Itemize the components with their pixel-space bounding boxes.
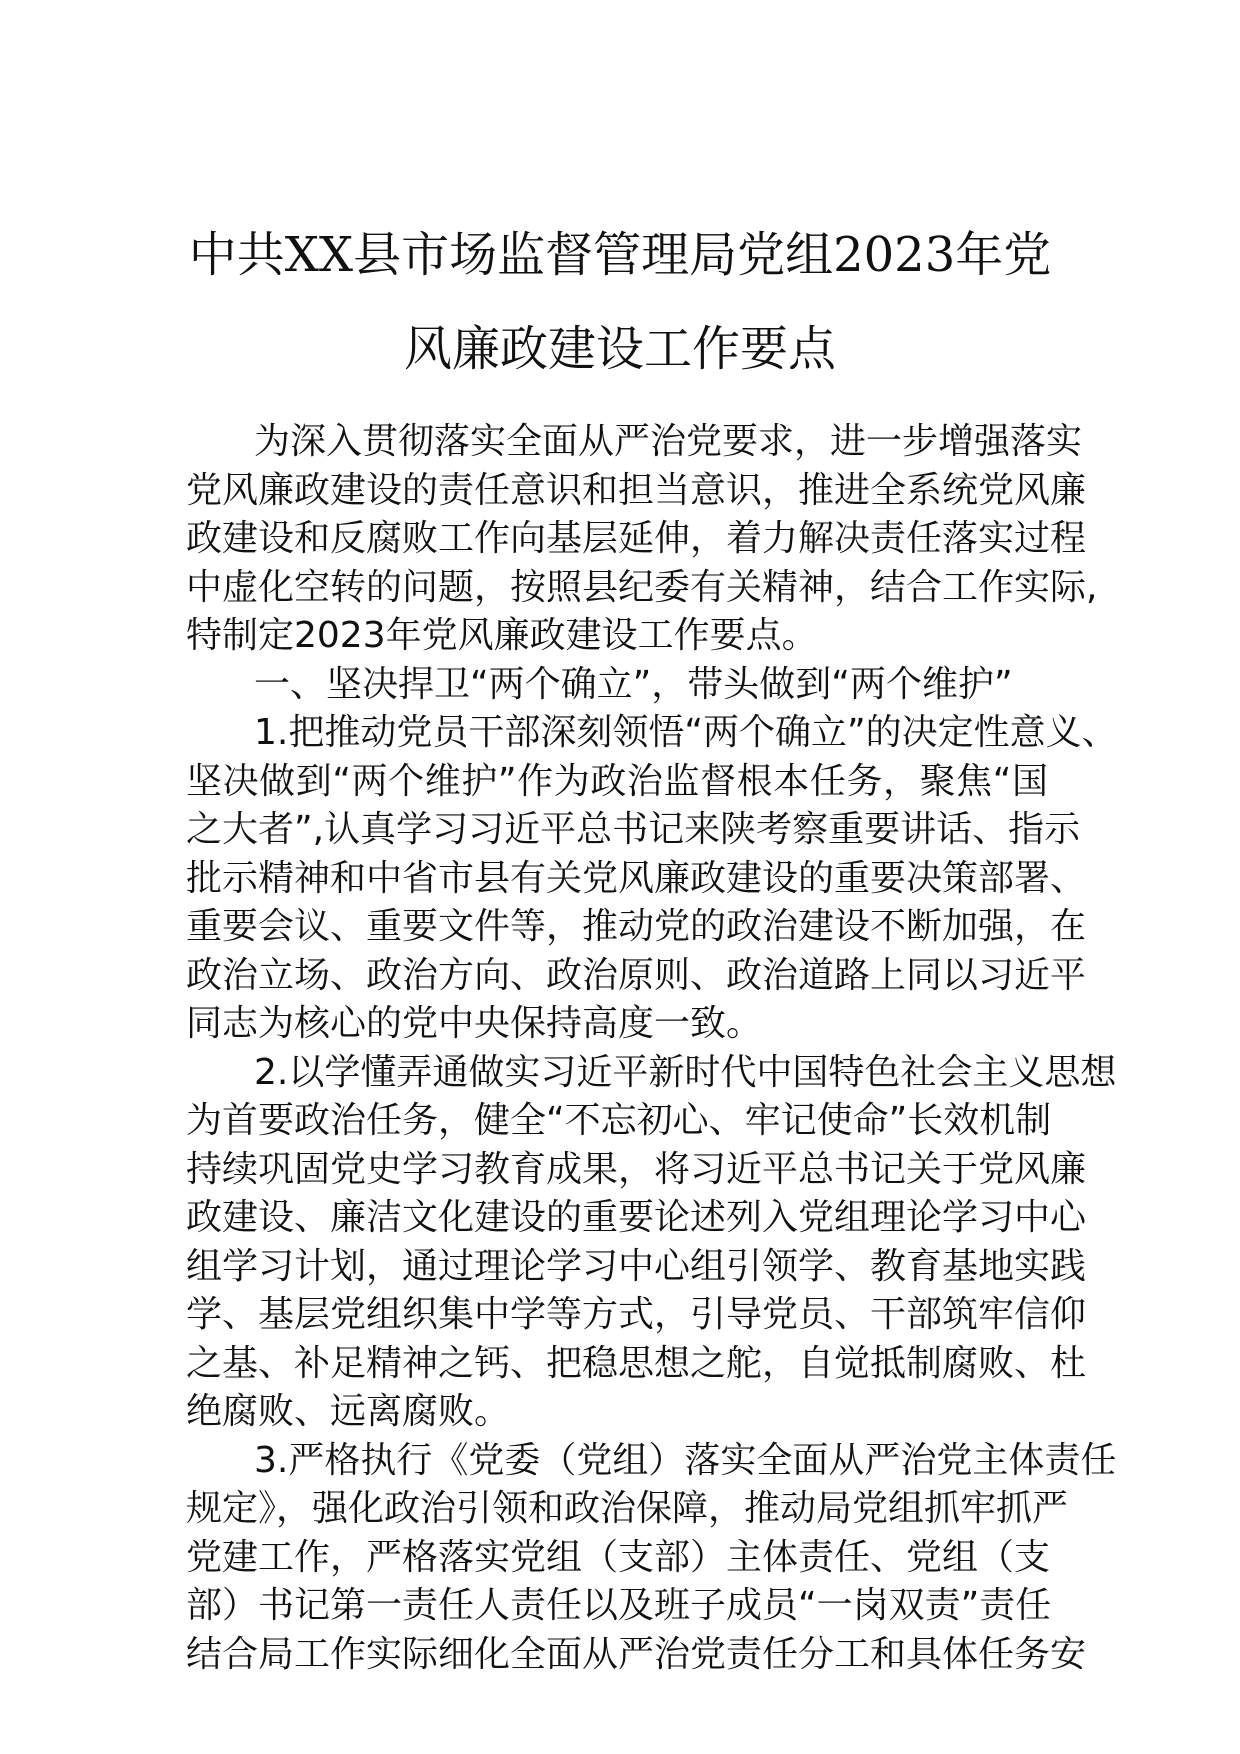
text-line: 之基、补足精神之钙、把稳思想之舵，自觉抵制腐败、杜 <box>186 1342 1087 1384</box>
text-line: 政建设、廉洁文化建设的重要论述列入党组理论学习中心 <box>186 1197 1087 1238</box>
text-line: 1.把推动党员干部深刻领悟“两个确立”的决定性意义、 <box>254 712 1118 753</box>
title-line-1: 中共XX县市场监督管理局党组2023年党 <box>188 227 1052 283</box>
document-title <box>160 208 1080 396</box>
paragraph-item-1 <box>186 709 1118 1049</box>
text-line: 党风廉政建设的责任意识和担当意识，推进全系统党风廉 <box>186 469 1087 511</box>
heading-line: 一、坚决捍卫“两个确立”，带头做到“两个维护” <box>254 663 1013 705</box>
title-line-2: 风廉政建设工作要点 <box>403 321 836 377</box>
text-line: 之大者”,认真学习习近平总书记来陕考察重要讲话、指示 <box>186 809 1081 850</box>
text-line: 为深入贯彻落实全面从严治党要求，进一步增强落实 <box>254 421 1083 462</box>
section-heading <box>186 661 1048 710</box>
text-line: 党建工作，严格落实党组（支部）主体责任、党组（支 <box>186 1536 1051 1578</box>
text-line: 为首要政治任务，健全“不忘初心、牢记使命”长效机制 <box>186 1100 1052 1141</box>
text-line: 绝腐败、远离腐败。 <box>186 1391 511 1432</box>
text-line: 规定》，强化政治引领和政治保障，推动局党组抓牢抓严 <box>186 1488 1069 1529</box>
text-line: 重要会议、重要文件等，推动党的政治建设不断加强，在 <box>186 906 1087 947</box>
text-line: 政治立场、政治方向、政治原则、政治道路上同以习近平 <box>186 954 1087 996</box>
text-line: 组学习计划，通过理论学习中心组引领学、教育基地实践 <box>186 1245 1087 1287</box>
text-line: 3.严格执行《党委（党组）落实全面从严治党主体责任 <box>254 1439 1117 1481</box>
text-line: 结合局工作实际细化全面从严治党责任分工和具体任务安 <box>186 1633 1087 1675</box>
paragraph-item-3 <box>186 1437 1117 1680</box>
text-line: 政建设和反腐败工作向基层延伸，着力解决责任落实过程 <box>186 518 1087 559</box>
text-line: 学、基层党组织集中学等方式，引导党员、干部筑牢信仰 <box>186 1294 1087 1335</box>
paragraph-intro <box>186 418 1098 661</box>
text-line: 同志为核心的党中央保持高度一致。 <box>186 1003 763 1044</box>
document-body <box>186 418 1118 1679</box>
text-line: 持续巩固党史学习教育成果，将习近平总书记关于党风廉 <box>186 1148 1087 1190</box>
text-line: 坚决做到“两个维护”作为政治监督根本任务，聚焦“国 <box>186 760 1048 802</box>
text-line: 中虚化空转的问题，按照县纪委有关精神，结合工作实际, <box>186 566 1098 608</box>
text-line: 特制定2023年党风廉政建设工作要点。 <box>186 615 818 656</box>
text-line: 批示精神和中省市县有关党风廉政建设的重要决策部署、 <box>186 857 1087 899</box>
text-line: 2.以学懂弄通做实习近平新时代中国特色社会主义思想 <box>254 1051 1117 1093</box>
text-line: 部）书记第一责任人责任以及班子成员“一岗双责”责任 <box>186 1585 1052 1626</box>
paragraph-item-2 <box>186 1049 1117 1437</box>
